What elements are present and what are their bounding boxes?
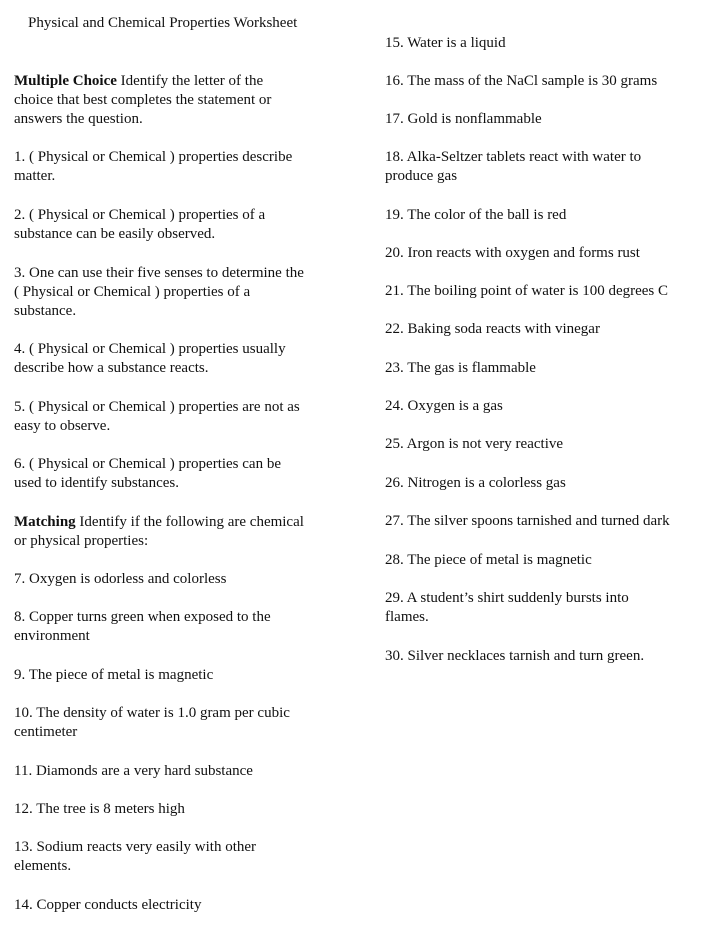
text-line: 1. ( Physical or Chemical ) properties describe	[14, 149, 293, 165]
question-item	[14, 206, 265, 244]
text-line: 2. ( Physical or Chemical ) properties of a	[14, 207, 266, 223]
text-line: 20. Iron reacts with oxygen and forms rust	[385, 245, 640, 261]
question-item	[14, 704, 290, 742]
text-line: 9. The piece of metal is magnetic	[14, 667, 214, 683]
text-line: 7. Oxygen is odorless and colorless	[14, 571, 227, 587]
text-line: used to identify substances.	[14, 475, 179, 491]
question-item	[14, 264, 304, 321]
question-item	[14, 398, 300, 436]
text-line: 19. The color of the ball is red	[385, 207, 567, 223]
question-item	[385, 397, 503, 416]
question-item	[385, 282, 668, 301]
text-line: 11. Diamonds are a very hard substance	[14, 763, 253, 779]
question-item	[385, 647, 644, 666]
text-line: 17. Gold is nonflammable	[385, 111, 542, 127]
text-line: centimeter	[14, 724, 78, 740]
text-line: 14. Copper conducts electricity	[14, 897, 202, 913]
text-line: 6. ( Physical or Chemical ) properties can be	[14, 456, 281, 472]
text-line: 27. The silver spoons tarnished and turned dark	[385, 513, 670, 529]
question-item	[385, 244, 640, 263]
text-line	[14, 513, 304, 532]
question-item	[385, 589, 629, 627]
text-line: produce gas	[385, 168, 458, 184]
text-line: matter.	[14, 168, 56, 184]
question-item	[385, 34, 506, 53]
text-line: flames.	[385, 609, 429, 625]
question-item	[385, 435, 563, 454]
text-line: 21. The boiling point of water is 100 degrees C	[385, 283, 669, 299]
text-line: 4. ( Physical or Chemical ) properties usually	[14, 341, 286, 357]
question-item	[14, 148, 292, 186]
matching-heading	[14, 513, 304, 551]
text-line: 8. Copper turns green when exposed to the	[14, 609, 271, 625]
question-item	[385, 72, 657, 91]
question-item	[14, 570, 226, 589]
text-line: describe how a substance reacts.	[14, 360, 209, 376]
question-item	[385, 474, 566, 493]
text-line: 13. Sodium reacts very easily with other	[14, 839, 257, 855]
text-line: 16. The mass of the NaCl sample is 30 grams	[385, 73, 658, 89]
text-line: 29. A student’s shirt suddenly bursts into	[385, 590, 629, 606]
question-item	[14, 800, 185, 819]
question-item	[14, 896, 201, 915]
question-item	[14, 838, 256, 876]
text-line: 18. Alka-Seltzer tablets react with water to	[385, 149, 642, 165]
multiple-choice-heading	[14, 72, 271, 129]
question-item	[385, 359, 536, 378]
worksheet-title: Physical and Chemical Properties Worksheet	[28, 15, 298, 31]
text-line: 22. Baking soda reacts with vinegar	[385, 321, 600, 337]
question-item	[14, 762, 253, 781]
question-item	[385, 512, 670, 531]
question-item	[385, 206, 566, 225]
question-item	[385, 110, 542, 129]
question-item	[14, 666, 213, 685]
section-instructions: Identify if the following are chemical	[79, 514, 304, 530]
text-line: answers the question.	[14, 111, 143, 127]
question-item	[14, 608, 271, 646]
text-line	[14, 72, 271, 91]
question-item	[14, 340, 286, 378]
question-item	[385, 148, 641, 186]
text-line: choice that best completes the statement or	[14, 92, 272, 108]
text-line: 26. Nitrogen is a colorless gas	[385, 475, 566, 491]
text-line: 5. ( Physical or Chemical ) properties are not as	[14, 399, 300, 415]
text-line: 24. Oxygen is a gas	[385, 398, 503, 414]
question-item	[385, 551, 592, 570]
text-line: 10. The density of water is 1.0 gram per cubic	[14, 705, 290, 721]
text-line: ( Physical or Chemical ) properties of a	[14, 284, 251, 300]
text-line: environment	[14, 628, 90, 644]
text-line: 23. The gas is flammable	[385, 360, 536, 376]
text-line: elements.	[14, 858, 72, 874]
text-line: 30. Silver necklaces tarnish and turn green.	[385, 648, 645, 664]
text-line: or physical properties:	[14, 533, 149, 549]
text-line: 28. The piece of metal is magnetic	[385, 552, 592, 568]
question-item	[385, 320, 600, 339]
text-line: substance can be easily observed.	[14, 226, 216, 242]
text-line: substance.	[14, 303, 77, 319]
text-line: 12. The tree is 8 meters high	[14, 801, 185, 817]
text-line: 3. One can use their five senses to determine the	[14, 265, 304, 281]
question-item	[14, 455, 281, 493]
text-line: 25. Argon is not very reactive	[385, 436, 564, 452]
section-instructions: Identify the letter of the	[120, 73, 264, 89]
section-label: Multiple Choice	[14, 73, 117, 89]
text-line: 15. Water is a liquid	[385, 35, 506, 51]
text-line: easy to observe.	[14, 418, 111, 434]
section-label: Matching	[14, 514, 76, 530]
